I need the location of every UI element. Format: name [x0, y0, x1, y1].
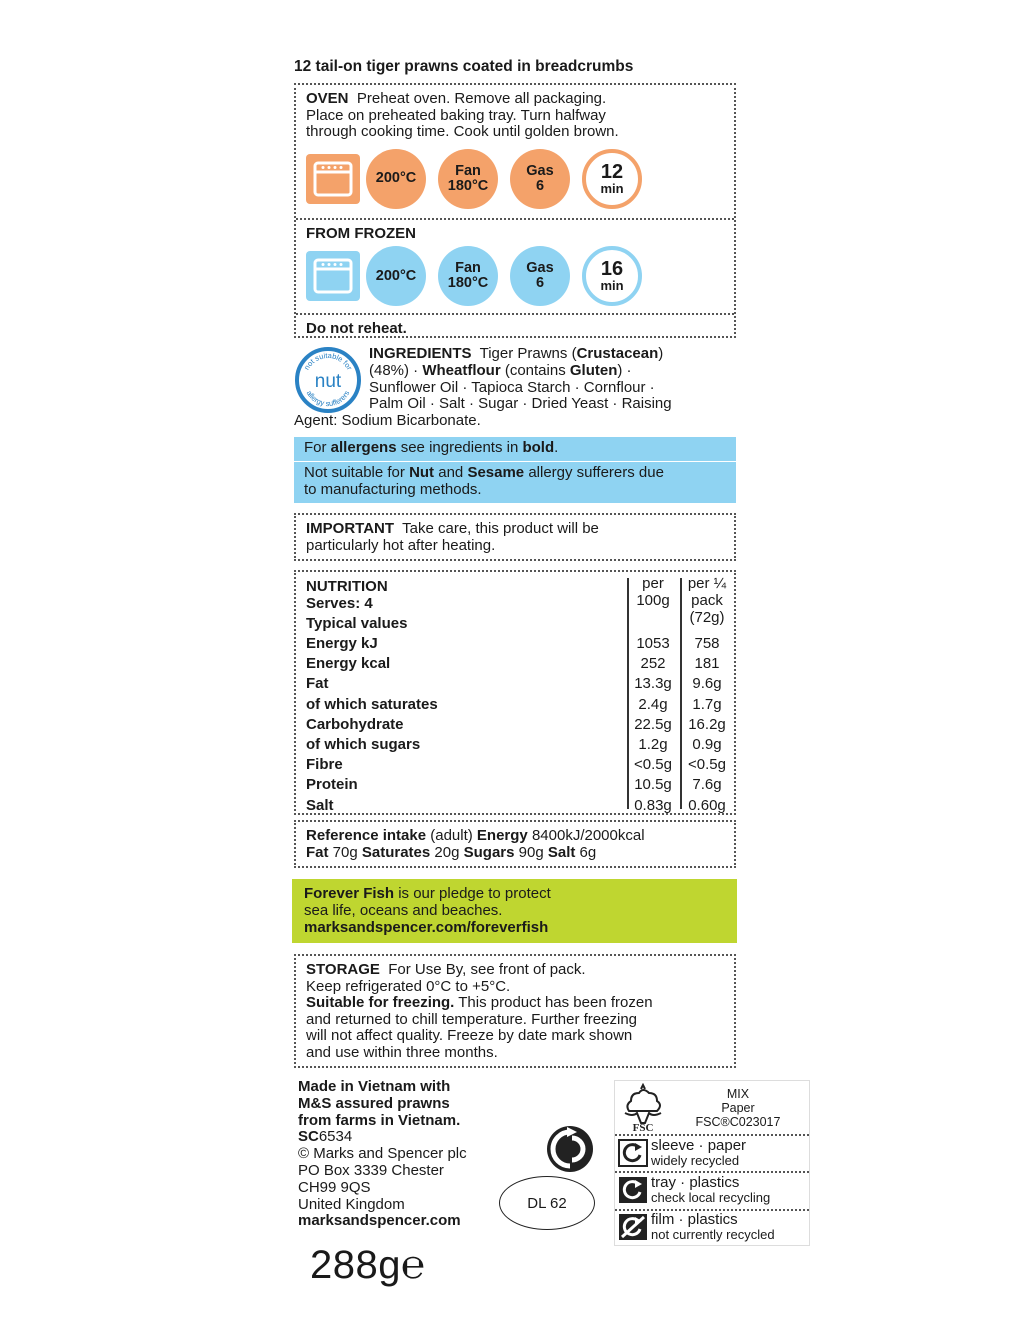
address-line: CH99 9QS	[298, 1178, 371, 1196]
net-weight	[310, 1243, 426, 1288]
ingredients-line: Agent: Sodium Bicarbonate.	[294, 412, 481, 430]
ri-bold: Saturates	[361, 843, 431, 861]
ri-bold: Fat	[306, 843, 329, 861]
important-heading: IMPORTANT	[306, 520, 395, 537]
recycling-row-film	[615, 1212, 809, 1242]
ingredients-text: (contains	[500, 361, 570, 379]
frozen-heading: FROM FROZEN	[306, 224, 416, 242]
oven-gas-circle	[510, 149, 570, 209]
nutrient-per100g: 0.83g	[634, 797, 672, 814]
nut-logo-word: nut	[314, 371, 342, 392]
ri-bold: Reference intake	[306, 827, 427, 844]
supplier-code-prefix: SC	[298, 1128, 319, 1146]
allergen-advice-bold: bold	[522, 439, 555, 456]
important-text: particularly hot after heating.	[306, 536, 496, 554]
frozen-gas-circle	[510, 246, 570, 306]
col2-header: pack	[691, 592, 723, 609]
nutrient-label: of which sugars	[306, 736, 421, 753]
nutrition-heading: NUTRITION	[306, 578, 388, 595]
oven-gas-mark: 6	[535, 177, 545, 194]
frozen-fan-circle	[438, 246, 498, 306]
allergen-warning-text: and	[434, 464, 468, 481]
nutrient-perpack: 181	[694, 655, 720, 672]
ri-text: (adult)	[426, 827, 477, 844]
dl-code: DL 62	[527, 1194, 567, 1212]
fsc-label: FSC	[632, 1122, 654, 1133]
forever-fish-text: is our pledge to protect	[394, 885, 551, 902]
recycling-note: widely recycled	[651, 1153, 740, 1168]
nutrient-perpack: 1.7g	[692, 696, 722, 713]
allergen-wheatflour: Wheatflour	[422, 361, 501, 379]
origin-line: from farms in Vietnam.	[298, 1111, 461, 1129]
nutrient-label: Energy kcal	[306, 655, 391, 672]
oven-gas-label: Gas	[526, 162, 554, 179]
oven-temp-circle	[366, 149, 426, 209]
nutrient-label: Energy kJ	[306, 635, 378, 652]
nutrient-perpack: 0.9g	[692, 736, 722, 753]
allergen-warning-bold: Nut	[409, 464, 435, 481]
address-line: PO Box 3339 Chester	[298, 1161, 444, 1179]
recycling-panel	[614, 1080, 810, 1246]
fsc-mix: MIX	[726, 1087, 750, 1101]
ri-text: 70g	[328, 843, 362, 861]
column-divider	[680, 578, 682, 809]
ingredients-line: Palm Oil · Salt · Sugar · Dried Yeast · Raising	[369, 395, 672, 413]
ri-text: 90g	[514, 843, 548, 861]
allergen-crustacean: Crustacean	[576, 345, 659, 362]
frozen-fan-temp: 180°C	[447, 275, 489, 291]
allergen-advice-text: For	[304, 439, 331, 456]
frozen-time-circle	[582, 246, 642, 306]
col1-header: per	[642, 575, 664, 592]
frozen-temp-circle	[366, 246, 426, 306]
storage-box	[294, 954, 736, 1068]
important-text: Take care, this product will be	[402, 520, 599, 537]
recycling-note: not currently recycled	[651, 1227, 775, 1242]
allergen-advice-text: .	[554, 439, 559, 456]
product-title: 12 tail-on tiger prawns coated in breadcrumbs	[294, 58, 634, 75]
ri-text: 20g	[430, 843, 464, 861]
important-box	[294, 513, 736, 561]
recycling-item: sleeve · paper	[651, 1137, 747, 1154]
oven-icon	[306, 154, 360, 204]
estimated-sign-icon: ℮	[400, 1243, 426, 1287]
oven-fan-temp: 180°C	[447, 177, 489, 194]
forever-fish-link[interactable]: marksandspencer.com/foreverfish	[304, 918, 549, 936]
nutrient-per100g: <0.5g	[634, 756, 672, 773]
ingredients-heading: INGREDIENTS	[369, 345, 472, 362]
nutrient-per100g: 1.2g	[638, 736, 668, 753]
nutrient-label: of which saturates	[306, 696, 438, 713]
oven-section	[296, 85, 734, 215]
allergen-warning-text: allergy sufferers due	[524, 464, 664, 481]
storage-text: and use within three months.	[306, 1043, 498, 1061]
cooking-instructions-box	[294, 83, 736, 338]
storage-text: and returned to chill temperature. Further freezing	[306, 1010, 638, 1028]
recycling-item: tray · plastics	[651, 1174, 740, 1191]
allergen-warning-text: to manufacturing methods.	[304, 480, 482, 498]
oven-temp: 200°C	[375, 170, 417, 186]
allergen-warning-text: Not suitable for	[304, 464, 410, 481]
oven-instruction-2: Place on preheated baking tray. Turn halfway	[306, 106, 606, 124]
origin-address	[298, 1079, 467, 1230]
allergen-warning	[294, 461, 736, 503]
nutrient-per100g: 2.4g	[638, 696, 668, 713]
allergen-advice	[294, 437, 736, 461]
origin-line: M&S assured prawns	[298, 1094, 450, 1112]
nutrient-label: Fat	[306, 675, 329, 692]
ingredients-line: Sunflower Oil · Tapioca Starch · Cornflour ·	[369, 378, 655, 396]
oven-fan-label: Fan	[455, 162, 481, 179]
origin-line: Made in Vietnam with	[298, 1078, 451, 1095]
not-recycled-icon	[615, 1212, 651, 1242]
column-divider	[627, 578, 629, 809]
fsc-paper: Paper	[721, 1101, 755, 1115]
check-local-recycling-icon	[615, 1175, 651, 1205]
weight-value: 288g	[310, 1243, 401, 1287]
nutrient-perpack: <0.5g	[688, 756, 726, 773]
oven-time-value: 12	[600, 160, 624, 183]
nutrient-per100g: 1053	[636, 635, 670, 652]
frozen-gas-label: Gas	[526, 260, 554, 276]
nutrition-table	[294, 570, 736, 815]
nutrient-perpack: 758	[694, 635, 720, 652]
col2-header: per ¼	[687, 575, 727, 592]
storage-text: This product has been frozen	[454, 994, 653, 1011]
nutrient-perpack: 16.2g	[688, 716, 726, 733]
ingredients-text: (48%) ·	[369, 361, 423, 379]
recycling-row-sleeve	[615, 1138, 809, 1168]
nutrient-per100g: 13.3g	[634, 675, 672, 692]
oven-time-circle	[582, 149, 642, 209]
freezing-heading: Suitable for freezing.	[306, 994, 455, 1011]
dl-code-oval	[499, 1176, 595, 1230]
widely-recycled-icon	[615, 1138, 651, 1168]
forever-fish-text: sea life, oceans and beaches.	[304, 901, 503, 919]
storage-text: For Use By, see front of pack.	[388, 961, 586, 978]
fsc-tree-icon	[619, 1083, 667, 1133]
serves-value: 4	[364, 595, 373, 612]
recycling-item: film · plastics	[651, 1211, 738, 1228]
frozen-time-value: 16	[600, 258, 624, 280]
nutrient-per100g: 10.5g	[634, 776, 672, 793]
nutrient-perpack: 0.60g	[688, 797, 726, 814]
forever-fish-banner	[292, 879, 737, 943]
nutrient-per100g: 22.5g	[634, 716, 672, 733]
oven-fan-circle	[438, 149, 498, 209]
frozen-oven-icon	[306, 251, 360, 301]
col2-header: (72g)	[689, 609, 725, 626]
nutrient-label: Salt	[306, 797, 334, 814]
frozen-section	[296, 220, 734, 311]
ri-bold: Energy	[476, 827, 528, 844]
nutrient-perpack: 7.6g	[692, 776, 722, 793]
fsc-code: FSC®C023017	[695, 1115, 781, 1129]
allergen-advice-text: see ingredients in	[396, 439, 523, 456]
ri-text: 8400kJ/2000kcal	[527, 827, 645, 844]
frozen-gas-mark: 6	[535, 275, 545, 291]
storage-text: will not affect quality. Freeze by date mark shown	[306, 1027, 633, 1044]
address-line: United Kingdom	[298, 1195, 405, 1213]
ingredients-text: ) ·	[617, 361, 632, 379]
frozen-temp: 200°C	[375, 267, 417, 284]
oven-instruction-3: through cooking time. Cook until golden brown.	[306, 123, 619, 140]
supplier-code: 6534	[318, 1128, 353, 1146]
ingredients-text: )	[658, 345, 664, 362]
ri-bold: Salt	[547, 843, 576, 861]
storage-text: Keep refrigerated 0°C to +5°C.	[306, 977, 511, 995]
ri-bold: Sugars	[463, 843, 515, 861]
oven-heading: OVEN	[306, 90, 349, 107]
website-link[interactable]: marksandspencer.com	[298, 1212, 461, 1230]
allergen-gluten: Gluten	[569, 361, 618, 379]
nutrient-label: Carbohydrate	[306, 716, 404, 733]
frozen-time-unit: min	[600, 278, 624, 293]
nut-allergy-icon	[294, 346, 362, 414]
nut-logo-bottom-text: allergy sufferers	[304, 388, 352, 409]
typical-values-label: Typical values	[306, 615, 408, 632]
oven-instruction-1: Preheat oven. Remove all packaging.	[356, 90, 607, 107]
nutrient-perpack: 9.6g	[692, 675, 722, 692]
reheat-warning: Do not reheat.	[306, 320, 407, 337]
ingredients-text: Tiger Prawns (	[479, 345, 577, 362]
nutrient-label: Protein	[306, 776, 358, 793]
nutrient-per100g: 252	[640, 655, 666, 672]
address-line: © Marks and Spencer plc	[298, 1145, 467, 1163]
oven-time-unit: min	[600, 180, 624, 196]
forever-fish-title: Forever Fish	[304, 885, 395, 902]
allergen-advice-bold: allergens	[330, 439, 397, 456]
nut-logo-top-text: not suitable for	[302, 350, 355, 372]
frozen-fan-label: Fan	[455, 260, 481, 276]
allergen-warning-bold: Sesame	[467, 464, 525, 481]
fsc-mix-text	[673, 1087, 803, 1129]
nutrient-label: Fibre	[306, 756, 343, 773]
col1-header: 100g	[636, 592, 670, 609]
ri-text: 6g	[575, 843, 597, 861]
green-dot-icon	[545, 1124, 595, 1174]
recycling-row-tray	[615, 1175, 809, 1205]
reference-intake-box	[294, 820, 736, 868]
serves-label: Serves:	[306, 595, 361, 612]
storage-heading: STORAGE	[306, 961, 380, 978]
ingredients-block	[294, 346, 734, 430]
recycling-note: check local recycling	[651, 1190, 771, 1205]
